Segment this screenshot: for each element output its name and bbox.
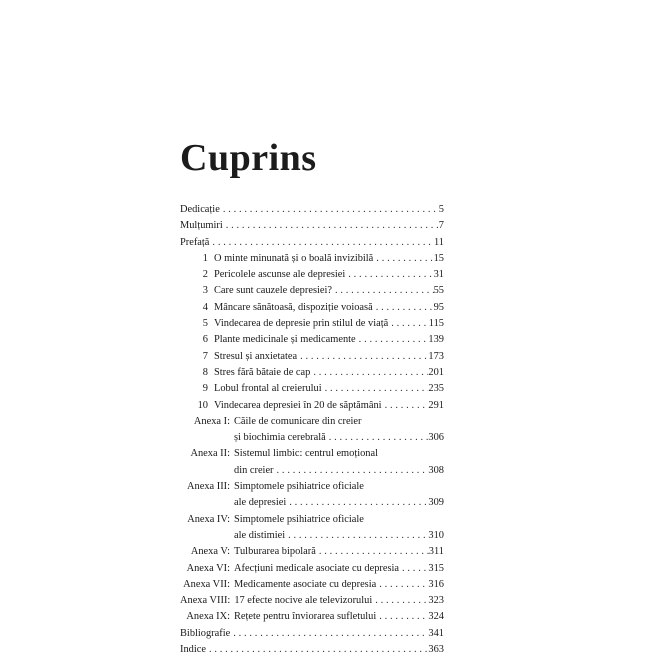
dot-leader — [220, 202, 439, 218]
toc-entry-label: Mulțumiri — [180, 220, 223, 232]
dot-leader — [209, 235, 434, 251]
toc-entry-label: Prefață — [180, 236, 210, 248]
toc-annex — [180, 479, 444, 512]
annex-title: Rețete pentru înviorarea sufletului — [234, 611, 377, 623]
table-of-contents — [180, 202, 444, 658]
chapter-page: 173 — [428, 350, 444, 362]
toc-entry-dedication — [180, 202, 444, 218]
chapter-title: Stres fără bătaie de cap — [214, 366, 311, 378]
dot-leader — [376, 577, 428, 593]
toc-annex — [180, 446, 444, 479]
chapter-number: 5 — [202, 318, 208, 330]
chapter-title: Pericolele ascunse ale depresiei — [214, 269, 346, 281]
chapter-title: Lobul frontal al creierului — [214, 383, 322, 395]
chapter-page: 291 — [428, 399, 444, 411]
chapter-number: 9 — [202, 383, 208, 395]
toc-entry-label: Dedicație — [180, 204, 220, 215]
dot-leader — [310, 365, 428, 381]
toc-chapter — [180, 398, 444, 414]
annex-page: 306 — [428, 432, 444, 444]
dot-leader — [373, 300, 434, 316]
chapter-title: Plante medicinale și medicamente — [214, 334, 356, 346]
dot-leader — [382, 398, 429, 414]
annex-number: Anexa VII: — [183, 578, 230, 590]
toc-chapter — [180, 365, 444, 381]
annex-page: 310 — [428, 529, 444, 541]
annex-page: 316 — [428, 578, 444, 590]
chapter-number: 10 — [197, 399, 208, 411]
dot-leader — [297, 349, 428, 365]
annex-number: Anexa I: — [193, 415, 230, 427]
chapter-title: Stresul și anxietatea — [214, 350, 298, 362]
annex-title: Afecțiuni medicale asociate cu depresia — [234, 562, 400, 574]
toc-entry-page: 363 — [428, 644, 444, 656]
dot-leader — [372, 593, 428, 609]
toc-entry-index — [180, 642, 444, 658]
chapter-page: 55 — [433, 285, 444, 297]
toc-chapter — [180, 300, 444, 316]
toc-annex — [180, 561, 444, 577]
toc-chapter — [180, 332, 444, 348]
annex-page: 311 — [428, 546, 444, 558]
chapter-number: 8 — [202, 366, 208, 378]
toc-entry-label: Indice — [180, 644, 206, 656]
chapter-number: 1 — [202, 252, 208, 264]
dot-leader — [322, 381, 429, 397]
toc-chapter — [180, 349, 444, 365]
chapter-number: 2 — [202, 269, 208, 281]
dot-leader — [285, 528, 428, 544]
chapter-page: 139 — [428, 334, 444, 346]
dot-leader — [223, 218, 439, 234]
toc-chapter — [180, 381, 444, 397]
annex-number: Anexa V: — [190, 546, 230, 558]
dot-leader — [332, 283, 434, 299]
annex-number: Anexa VI: — [186, 562, 230, 574]
annex-title-line2: ale depresiei — [234, 497, 287, 509]
page-title: Cuprins — [180, 137, 317, 179]
toc-chapter — [180, 267, 444, 283]
dot-leader — [399, 561, 428, 577]
toc-annex — [180, 512, 444, 545]
toc-entry-page: 11 — [433, 236, 444, 248]
toc-annex — [180, 577, 444, 593]
chapter-page: 15 — [433, 252, 444, 264]
dot-leader — [274, 463, 429, 479]
toc-chapter — [180, 316, 444, 332]
annex-title-line2: și biochimia cerebrală — [234, 432, 326, 444]
annex-number: Anexa IX: — [186, 611, 230, 623]
chapter-number: 7 — [202, 350, 208, 362]
toc-entry-bibliography — [180, 626, 444, 642]
toc-entry-preface — [180, 235, 444, 251]
annex-title-line1: Simptomele psihiatrice oficiale — [234, 513, 364, 525]
chapter-number: 3 — [202, 285, 208, 297]
annex-page: 309 — [428, 497, 444, 509]
dot-leader — [326, 430, 429, 446]
chapter-title: Vindecarea de depresie prin stilul de viață — [214, 318, 389, 330]
toc-chapter — [180, 283, 444, 299]
annex-title-line1: Căile de comunicare din creier — [234, 415, 362, 427]
chapter-title: Vindecarea depresiei în 20 de săptămâni — [214, 399, 382, 411]
dot-leader — [373, 251, 433, 267]
chapter-page: 95 — [433, 301, 444, 313]
chapter-page: 31 — [433, 269, 444, 281]
toc-annex — [180, 544, 444, 560]
dot-leader — [376, 609, 428, 625]
annex-page: 315 — [428, 562, 444, 574]
annex-title: Medicamente asociate cu depresia — [234, 578, 377, 590]
dot-leader — [206, 642, 428, 658]
annex-page: 324 — [428, 611, 444, 623]
toc-entry-page: 341 — [428, 627, 444, 639]
annex-title-line2: ale distimiei — [234, 529, 286, 541]
chapter-title: O minte minunată și o boală invizibilă — [214, 252, 374, 264]
dot-leader — [316, 544, 429, 560]
dot-leader — [345, 267, 433, 283]
chapter-title: Care sunt cauzele depresiei? — [214, 285, 332, 297]
toc-chapter — [180, 251, 444, 267]
dot-leader — [356, 332, 429, 348]
annex-page: 323 — [428, 595, 444, 607]
annex-number: Anexa III: — [187, 481, 230, 493]
toc-entry-label: Bibliografie — [180, 627, 231, 639]
dot-leader — [286, 495, 428, 511]
chapter-number: 4 — [202, 301, 208, 313]
annex-page: 308 — [428, 464, 444, 476]
toc-annex — [180, 414, 444, 447]
toc-entry-acknowledgements — [180, 218, 444, 234]
chapter-number: 6 — [202, 334, 208, 346]
annex-title: 17 efecte nocive ale televizorului — [234, 595, 373, 607]
toc-entry-page: 7 — [438, 220, 444, 232]
toc-entry-page: 5 — [438, 204, 444, 215]
annex-title: Tulburarea bipolară — [234, 546, 316, 558]
annex-title-line1: Sistemul limbic: centrul emoțional — [234, 448, 379, 460]
toc-annex — [180, 609, 444, 625]
chapter-page: 115 — [428, 318, 444, 330]
chapter-page: 235 — [428, 383, 444, 395]
dot-leader — [388, 316, 429, 332]
annex-number: Anexa IV: — [187, 513, 230, 525]
toc-annex — [180, 593, 444, 609]
dot-leader — [230, 626, 428, 642]
annex-title-line2: din creier — [234, 464, 274, 476]
chapter-title: Mâncare sănătoasă, dispoziție voioasă — [214, 301, 373, 313]
chapter-page: 201 — [428, 366, 444, 378]
annex-title-line1: Simptomele psihiatrice oficiale — [234, 481, 364, 493]
annex-number: Anexa II: — [190, 448, 230, 460]
annex-number: Anexa VIII: — [180, 595, 231, 607]
